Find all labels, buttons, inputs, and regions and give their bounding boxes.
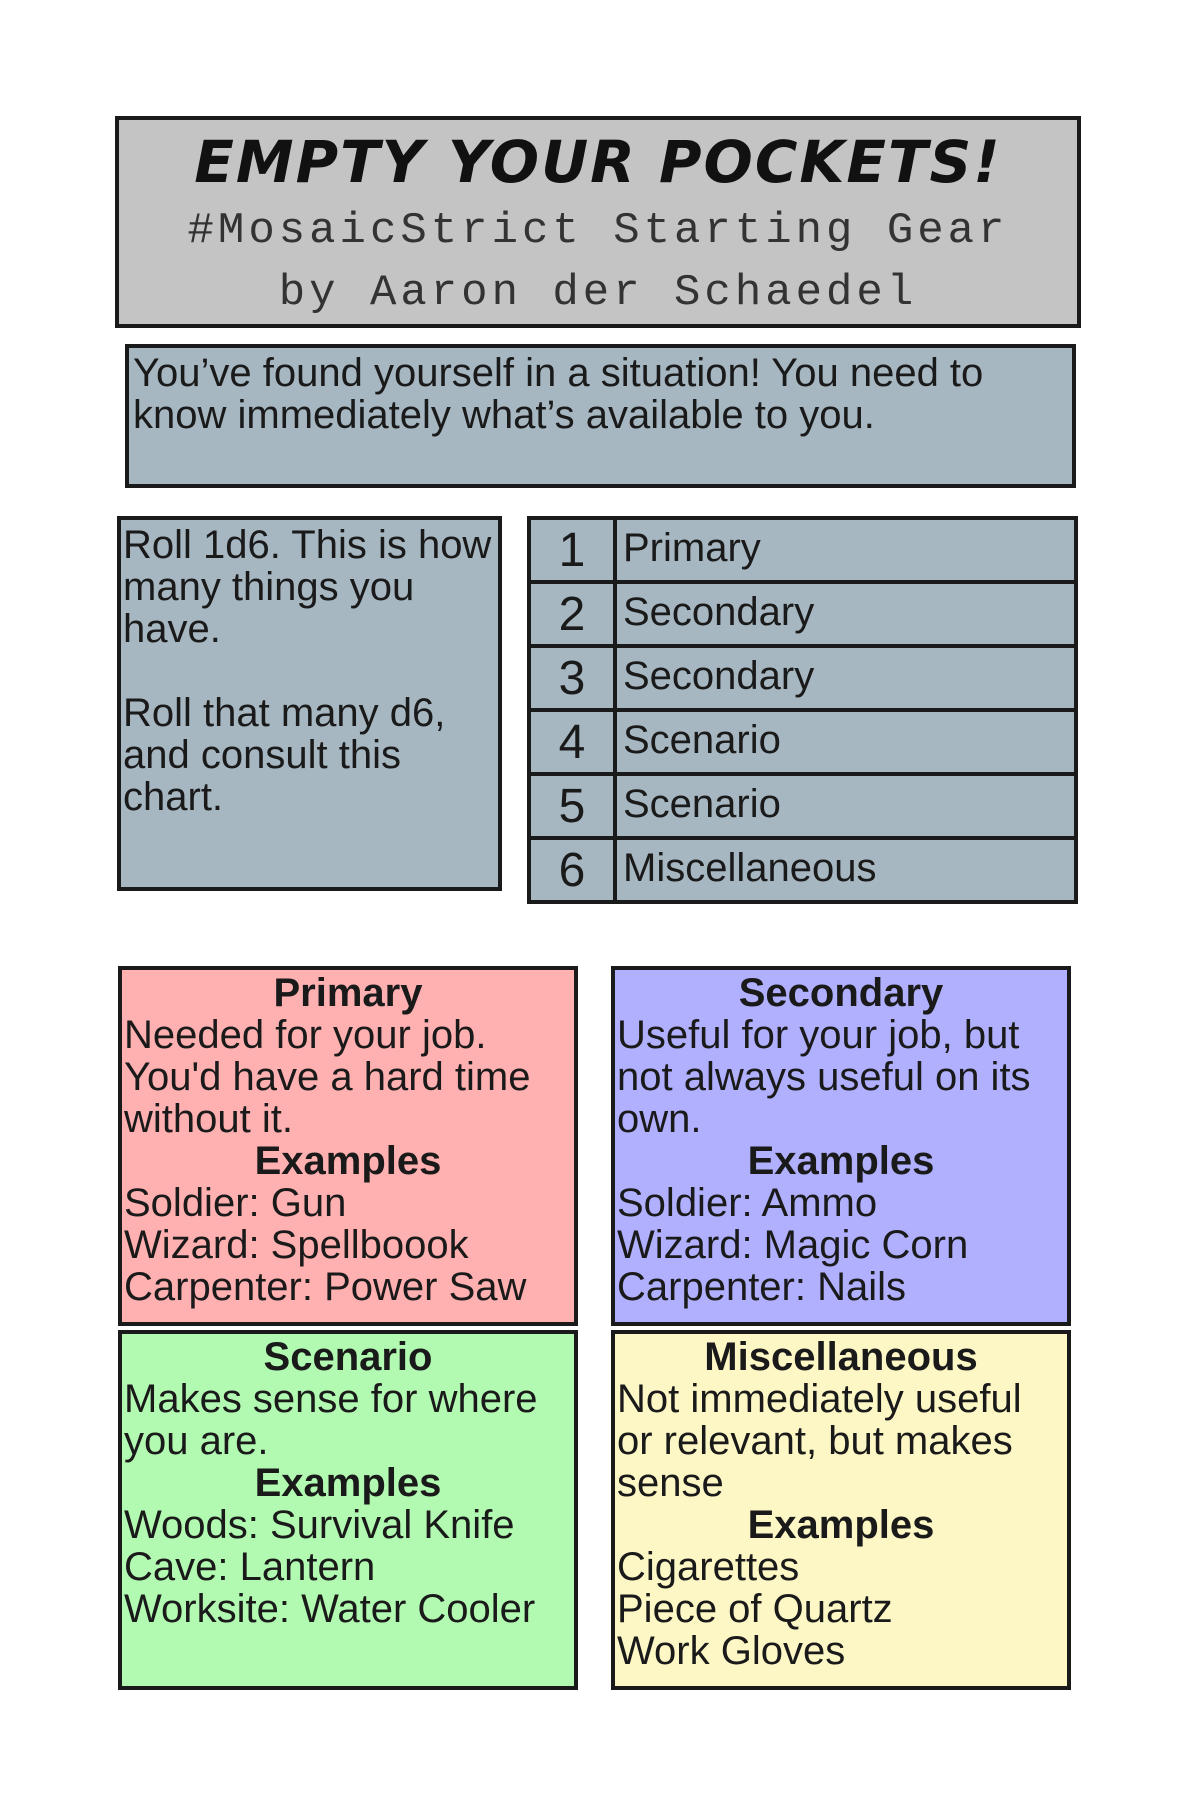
roll-number: 2 [529, 582, 615, 646]
miscellaneous-description: Not immediately useful or relevant, but makes sense [617, 1377, 1022, 1505]
scenario-example: Cave: Lantern [124, 1545, 376, 1589]
miscellaneous-example: Work Gloves [617, 1629, 846, 1673]
table-row [529, 582, 1076, 646]
page-subtitle: #MosaicStrict Starting Gear [187, 206, 1009, 256]
roll-category: Scenario [615, 774, 1076, 838]
miscellaneous-category-card [611, 1330, 1071, 1690]
miscellaneous-heading: Miscellaneous [704, 1335, 978, 1379]
miscellaneous-example: Cigarettes [617, 1545, 800, 1589]
primary-heading: Primary [273, 971, 423, 1015]
scenario-example: Worksite: Water Cooler [124, 1587, 536, 1631]
roll-number: 4 [529, 710, 615, 774]
table-row [529, 838, 1076, 902]
roll-instructions-panel [117, 516, 502, 891]
intro-panel [125, 344, 1076, 488]
primary-example: Carpenter: Power Saw [124, 1265, 527, 1309]
author-byline: by Aaron der Schaedel [278, 268, 918, 318]
roll-number: 5 [529, 774, 615, 838]
roll-instruction-count: Roll 1d6. This is how many things you have. [123, 523, 492, 651]
primary-category-card [118, 966, 578, 1326]
secondary-example: Wizard: Magic Corn [617, 1223, 969, 1267]
title-banner [115, 116, 1081, 328]
roll-category: Miscellaneous [615, 838, 1076, 902]
table-row [529, 710, 1076, 774]
table-row [529, 774, 1076, 838]
table-row [529, 518, 1076, 582]
primary-example: Wizard: Spellboook [124, 1223, 469, 1267]
primary-example: Soldier: Gun [124, 1181, 347, 1225]
scenario-category-card [118, 1330, 578, 1690]
scenario-heading: Scenario [263, 1335, 433, 1379]
scenario-example: Woods: Survival Knife [124, 1503, 515, 1547]
roll-category: Scenario [615, 710, 1076, 774]
primary-examples-heading: Examples [254, 1139, 442, 1183]
roll-number: 1 [529, 518, 615, 582]
miscellaneous-examples-heading: Examples [747, 1503, 935, 1547]
secondary-example: Soldier: Ammo [617, 1181, 878, 1225]
secondary-description: Useful for your job, but not always useful on its own. [617, 1013, 1031, 1141]
roll-table [527, 516, 1078, 904]
table-row [529, 646, 1076, 710]
roll-category: Secondary [615, 582, 1076, 646]
intro-text: You’ve found yourself in a situation! You need to know immediately what’s available to you. [133, 351, 984, 437]
miscellaneous-example: Piece of Quartz [617, 1587, 893, 1631]
scenario-description: Makes sense for where you are. [124, 1377, 538, 1463]
secondary-category-card [611, 966, 1071, 1326]
roll-number: 6 [529, 838, 615, 902]
page-title: EMPTY YOUR POCKETS! [194, 128, 1002, 196]
scenario-examples-heading: Examples [254, 1461, 442, 1505]
roll-category: Primary [615, 518, 1076, 582]
roll-instruction-consult: Roll that many d6, and consult this chart. [123, 691, 446, 819]
secondary-heading: Secondary [738, 971, 944, 1015]
secondary-examples-heading: Examples [747, 1139, 935, 1183]
roll-number: 3 [529, 646, 615, 710]
secondary-example: Carpenter: Nails [617, 1265, 907, 1309]
primary-description: Needed for your job. You'd have a hard time without it. [124, 1013, 531, 1141]
roll-category: Secondary [615, 646, 1076, 710]
